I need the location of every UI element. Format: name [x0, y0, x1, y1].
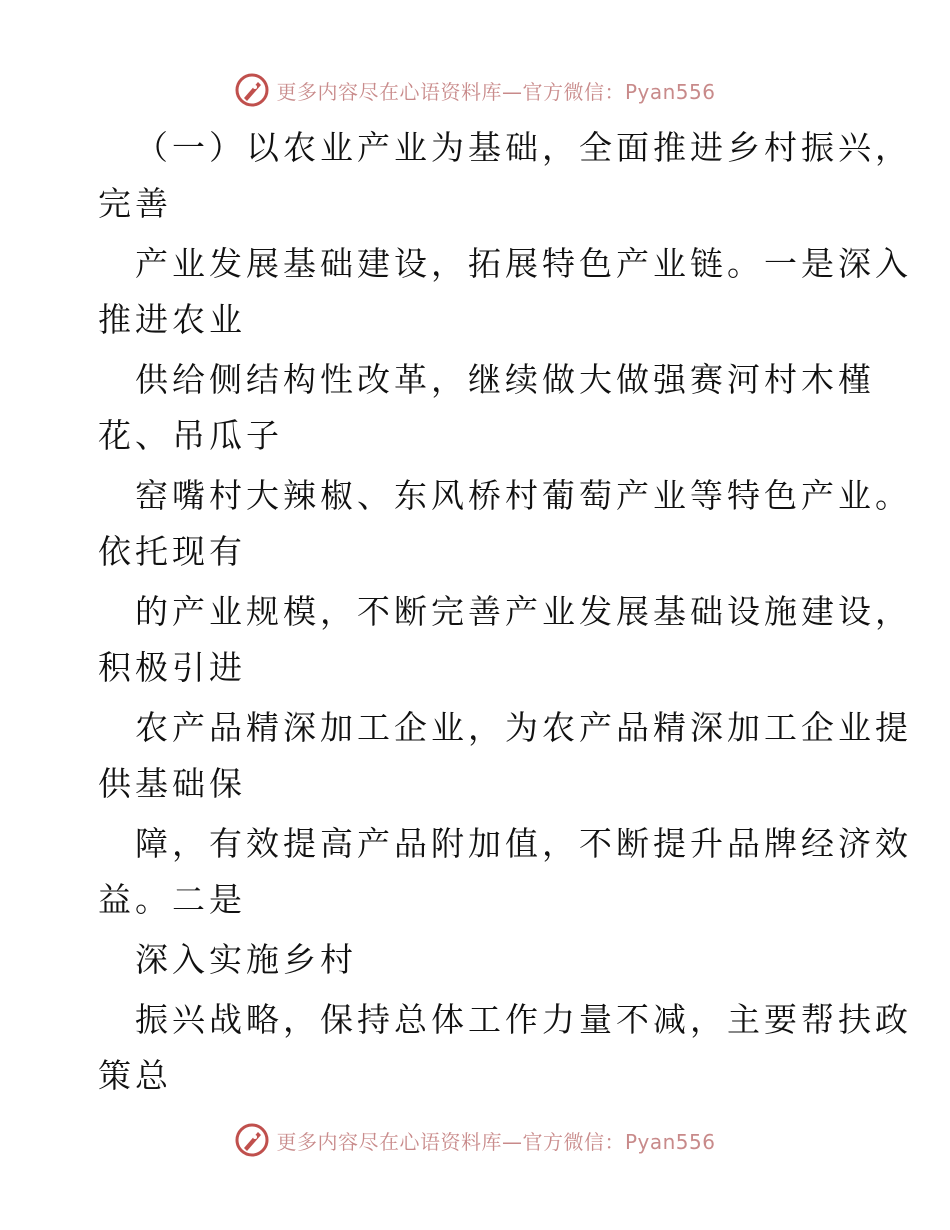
paragraph-2-line-2: 推进农业: [98, 300, 246, 339]
header-text: 更多内容尽在心语资料库—官方微信：Pyan556: [276, 79, 716, 104]
paragraph-8-line-1: 深入实施乡村: [135, 940, 357, 979]
paragraph-3-line-2: 花、吊瓜子: [98, 416, 283, 455]
footer-text: 更多内容尽在心语资料库—官方微信：Pyan556: [276, 1129, 716, 1154]
paragraph-7-line-1: 障，有效提高产品附加值，不断提升品牌经济效: [135, 824, 912, 863]
paragraph-6-line-2: 供基础保: [98, 764, 246, 803]
paragraph-1-line-2: 完善: [98, 184, 172, 223]
paragraph-5-line-1: 的产业规模，不断完善产业发展基础设施建设，: [135, 592, 912, 631]
pen-nib-circle-icon: [234, 1122, 270, 1158]
paragraph-9-line-1: 振兴战略，保持总体工作力量不减，主要帮扶政: [135, 1000, 912, 1039]
paragraph-4-line-1: 窑嘴村大辣椒、东风桥村葡萄产业等特色产业。: [135, 476, 912, 515]
paragraph-9-line-2: 策总: [98, 1056, 172, 1095]
pen-nib-circle-icon: [234, 72, 270, 108]
paragraph-1-line-1: （一）以农业产业为基础，全面推进乡村振兴，: [135, 128, 912, 167]
footer-banner: [0, 1120, 950, 1160]
paragraph-5-line-2: 积极引进: [98, 648, 246, 687]
paragraph-6-line-1: 农产品精深加工企业，为农产品精深加工企业提: [135, 708, 912, 747]
paragraph-7-line-2: 益。二是: [98, 880, 246, 919]
paragraph-3-line-1: 供给侧结构性改革，继续做大做强赛河村木槿: [135, 360, 875, 399]
paragraph-4-line-2: 依托现有: [98, 532, 246, 571]
header-banner: [0, 70, 950, 110]
paragraph-2-line-1: 产业发展基础建设，拓展特色产业链。一是深入: [135, 244, 912, 283]
